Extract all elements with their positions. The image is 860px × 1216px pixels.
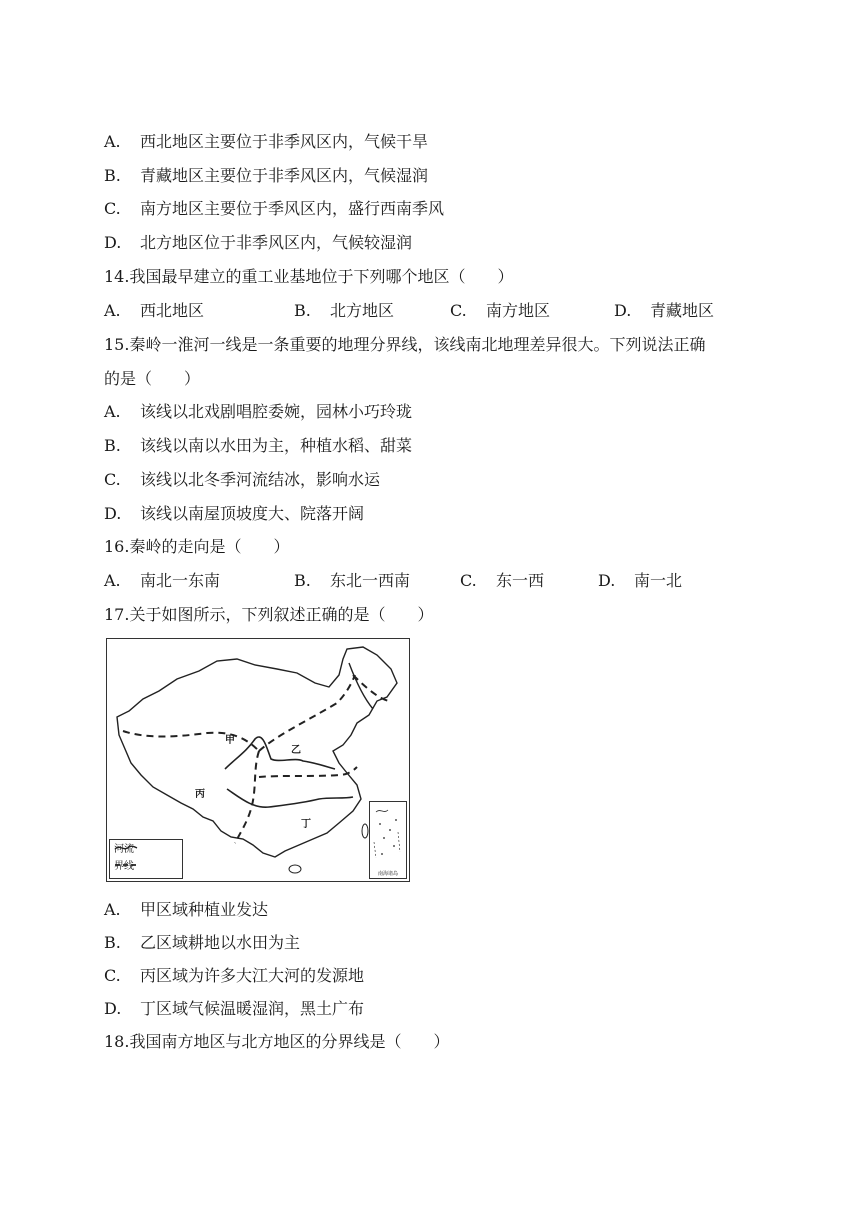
q17-option-b [104, 933, 300, 953]
q13-option-b [104, 166, 428, 186]
option-text: 甲区域种植业发达 [140, 900, 269, 919]
q13-option-d [104, 233, 412, 253]
legend-boundary-label: 界线 [114, 861, 134, 872]
q14-option-b [294, 301, 394, 321]
q14-option-c [450, 301, 550, 321]
option-text: 丁区域气候温暖湿润，黑土广布 [140, 999, 365, 1018]
option-label: B. [294, 571, 311, 590]
q15-stem-line2: 的是（ ） [104, 369, 201, 388]
option-label: D. [104, 233, 122, 252]
region-bing-label: 丙 [195, 789, 205, 800]
south-china-sea-inset [369, 801, 407, 879]
option-text: 该线以北戏剧唱腔委婉，园林小巧玲珑 [140, 402, 413, 421]
q15-option-c [104, 470, 380, 490]
q13-option-c [104, 199, 444, 219]
q17-option-c [104, 966, 364, 986]
q16-stem: 16.秦岭的走向是（ ） [104, 537, 290, 556]
option-text: 南一北 [634, 571, 683, 590]
option-label: C. [450, 301, 467, 320]
q16-option-d [598, 571, 682, 591]
option-label: A. [104, 301, 121, 320]
hainan-island [289, 865, 301, 873]
option-label: D. [614, 301, 632, 320]
option-text: 北方地区位于非季风区内，气候较湿润 [140, 233, 413, 252]
q17-option-a [104, 900, 268, 920]
q15-option-b [104, 436, 412, 456]
yangtze-river [227, 789, 353, 807]
q17-stem: 17.关于如图所示，下列叙述正确的是（ ） [104, 605, 434, 624]
option-label: D. [104, 504, 122, 523]
boundary-ne [353, 675, 389, 701]
boundary-northwest [123, 731, 259, 751]
region-jia-label: 甲 [225, 735, 235, 746]
q18-stem: 18.我国南方地区与北方地区的分界线是（ ） [104, 1032, 450, 1051]
option-text: 南方地区 [486, 301, 551, 320]
river-symbol-icon [114, 843, 138, 853]
option-label: C. [104, 470, 121, 489]
boundary-qinling-huaihe [259, 767, 357, 777]
option-text: 丙区域为许多大江大河的发源地 [140, 966, 365, 985]
option-label: B. [104, 436, 121, 455]
q15-stem-line1: 15.秦岭一淮河一线是一条重要的地理分界线，该线南北地理差异很大。下列说法正确 [104, 335, 706, 354]
q16-option-b [294, 571, 410, 591]
option-text: 青藏地区 [650, 301, 715, 320]
legend-boundary [114, 860, 134, 874]
option-label: B. [104, 166, 121, 185]
q16-option-c [460, 571, 544, 591]
q15-option-a [104, 402, 412, 422]
option-label: A. [104, 571, 121, 590]
option-label: C. [460, 571, 477, 590]
region-yi-label: 乙 [291, 745, 301, 756]
legend-river-label: 河流 [114, 844, 134, 855]
map-legend [109, 839, 183, 879]
option-text: 西北地区主要位于非季风区内，气候干旱 [140, 132, 429, 151]
option-text: 乙区域耕地以水田为主 [140, 933, 301, 952]
option-text: 北方地区 [330, 301, 395, 320]
option-text: 南方地区主要位于季风区内，盛行西南季风 [140, 199, 445, 218]
q15-option-d [104, 504, 364, 524]
option-text: 西北地区 [140, 301, 205, 320]
option-text: 南北一东南 [140, 571, 221, 590]
option-label: B. [104, 933, 121, 952]
option-label: D. [104, 999, 122, 1018]
inset-label: 南海诸岛 [377, 871, 398, 877]
option-label: A. [104, 900, 121, 919]
boundary-symbol-icon [114, 860, 138, 870]
option-label: D. [598, 571, 616, 590]
q14-stem: 14.我国最早建立的重工业基地位于下列哪个地区（ ） [104, 267, 514, 286]
river-ne [349, 663, 373, 709]
taiwan-island [362, 824, 368, 838]
option-label: C. [104, 966, 121, 985]
boundary-north [259, 675, 355, 751]
legend-river [114, 843, 134, 857]
option-text: 该线以南屋顶坡度大、院落开阔 [140, 504, 365, 523]
china-regions-map [106, 638, 410, 882]
q13-option-a [104, 132, 428, 152]
q14-option-d [614, 301, 714, 321]
option-label: A. [104, 402, 121, 421]
option-text: 东北一西南 [330, 571, 411, 590]
option-label: C. [104, 199, 121, 218]
option-text: 东一西 [496, 571, 545, 590]
option-text: 该线以北冬季河流结冰，影响水运 [140, 470, 381, 489]
q16-option-a [104, 571, 220, 591]
q14-option-a [104, 301, 204, 321]
q17-option-d [104, 999, 364, 1019]
option-text: 该线以南以水田为主，种植水稻、甜菜 [140, 436, 413, 455]
option-label: B. [294, 301, 311, 320]
inset-islands-icon [370, 802, 404, 866]
option-text: 青藏地区主要位于非季风区内，气候湿润 [140, 166, 429, 185]
region-ding-label: 丁 [301, 819, 311, 830]
option-label: A. [104, 132, 121, 151]
yellow-river [225, 737, 335, 769]
